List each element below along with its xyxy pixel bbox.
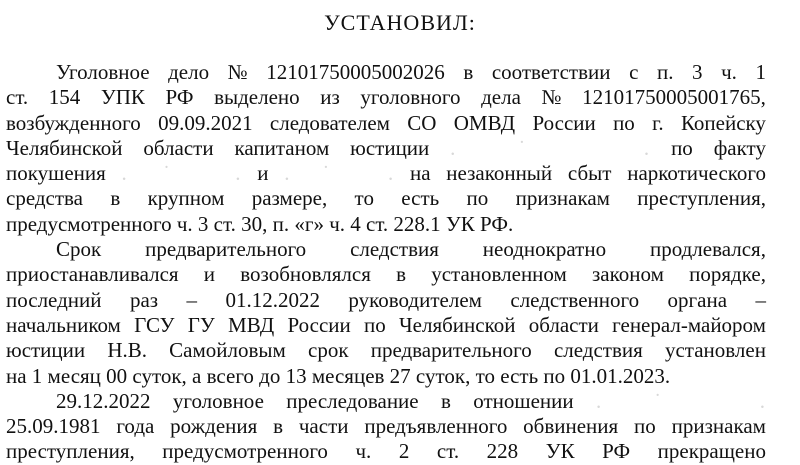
text-word: по	[364, 312, 386, 337]
text-word: крупном	[147, 186, 225, 211]
text-word: законом	[592, 262, 664, 287]
text-word: порядке,	[689, 262, 766, 287]
text-word: следственного	[510, 287, 640, 312]
text-word: в	[440, 388, 451, 413]
text-word: области	[143, 135, 214, 160]
text-word: 01.12.2022	[225, 287, 320, 312]
text-word: соответствии	[491, 60, 611, 84]
text-word: предусмотренного ч. 3 ст. 30, п. «г» ч. 4 ст. 228.1 УК РФ.	[6, 211, 514, 236]
text-line	[6, 414, 766, 439]
text-word: незаконный	[446, 161, 553, 186]
text-word: ч.	[721, 60, 737, 84]
text-word: выделено	[214, 85, 300, 110]
text-word: дело	[168, 60, 210, 84]
document-heading: УСТАНОВИЛ:	[324, 10, 476, 35]
text-word: преследование	[286, 388, 419, 413]
text-word: руководителем	[348, 287, 482, 312]
text-word: России	[532, 110, 596, 135]
text-word: УК	[545, 439, 575, 464]
redacted-name: . ˙ .	[450, 135, 651, 160]
text-word: отношении	[473, 388, 574, 413]
text-line	[6, 288, 766, 313]
text-word: сбыт	[567, 161, 612, 186]
text-line	[6, 237, 766, 262]
text-word: преступления,	[6, 439, 135, 464]
text-word: 25.09.1981	[6, 414, 101, 439]
text-word: признакам	[671, 414, 766, 439]
text-word: ГСУ	[134, 312, 175, 337]
text-word: 09.09.2021	[158, 110, 253, 135]
text-word: преступления,	[637, 186, 766, 211]
text-word: –	[755, 287, 766, 312]
text-word: 154	[48, 85, 81, 110]
redacted-name: . ˙ .	[284, 161, 395, 186]
text-word: уголовное	[172, 388, 264, 413]
redacted-name: . ˙ .	[595, 388, 766, 413]
text-word: Челябинской	[399, 312, 516, 337]
text-word: Н.В.	[107, 338, 147, 363]
text-word: на 1 месяц 00 суток, а всего до 13 месяцев 27 суток, то есть по 01.01.2023.	[6, 363, 671, 388]
text-word: срок	[308, 338, 349, 363]
text-word: начальником	[6, 312, 121, 337]
text-word: уголовного	[360, 85, 461, 110]
document-body	[6, 60, 766, 465]
text-word: №	[227, 60, 248, 84]
text-word: Копейску	[680, 110, 766, 135]
text-word: органа	[667, 287, 728, 312]
text-word: Уголовное	[56, 60, 150, 84]
text-line	[6, 136, 766, 161]
text-word: предъявленного	[364, 414, 508, 439]
text-word: возобновлялся	[240, 262, 371, 287]
text-word: 12101750005001765,	[582, 85, 766, 110]
text-word: в	[463, 60, 474, 84]
text-word: в	[110, 186, 121, 211]
text-word: приостанавливался	[6, 262, 179, 287]
text-line	[6, 186, 766, 211]
text-word: последний	[6, 287, 102, 312]
text-line	[6, 85, 766, 110]
text-word: ч.	[355, 439, 372, 464]
text-word: генерал-майором	[612, 312, 766, 337]
text-word: г.	[652, 110, 664, 135]
text-line	[6, 439, 766, 464]
text-word: неоднократно	[482, 237, 607, 262]
text-word: есть	[401, 186, 440, 211]
text-word: 2	[398, 439, 410, 464]
text-word: СО	[407, 110, 437, 135]
text-word: наркотического	[627, 161, 766, 186]
text-word: года	[116, 414, 155, 439]
text-line	[6, 262, 766, 287]
text-word: 29.12.2022	[56, 388, 151, 413]
text-word: установленном	[431, 262, 567, 287]
text-line	[6, 364, 766, 389]
text-word: по	[613, 110, 635, 135]
text-word: дела	[481, 85, 521, 110]
text-line	[6, 60, 766, 85]
text-line	[6, 389, 766, 414]
text-line	[6, 338, 766, 363]
text-word: предварительного	[370, 338, 532, 363]
text-word: то	[354, 186, 374, 211]
text-word: Срок	[56, 237, 102, 262]
text-word: по	[634, 414, 656, 439]
text-word: из	[320, 85, 340, 110]
text-word: с	[629, 60, 639, 84]
text-word: следователем	[269, 110, 390, 135]
text-word: МВД	[228, 312, 275, 337]
text-word: ОМВД	[453, 110, 516, 135]
text-word: юстиции	[6, 338, 86, 363]
text-word: покушения	[6, 161, 106, 186]
text-word: и	[257, 161, 269, 186]
text-word: средства	[6, 186, 84, 211]
text-word: следствия	[350, 237, 439, 262]
text-word: юстиции	[350, 135, 430, 160]
text-word: прекращено	[657, 439, 766, 464]
text-word: по	[671, 135, 693, 160]
text-word: обвинения	[523, 414, 619, 439]
text-word: №	[541, 85, 562, 110]
text-word: ст.	[6, 85, 29, 110]
text-word: 3	[692, 60, 703, 84]
text-word: п.	[656, 60, 674, 84]
text-word: области	[528, 312, 599, 337]
text-line	[6, 313, 766, 338]
text-word: признакам	[515, 186, 610, 211]
text-word: продлевался,	[649, 237, 766, 262]
text-word: 228	[486, 439, 519, 464]
text-word: Самойловым	[169, 338, 286, 363]
text-word: России	[287, 312, 351, 337]
text-word: капитаном	[234, 135, 330, 160]
text-word: факту	[713, 135, 766, 160]
text-word: на	[409, 161, 431, 186]
text-word: ст.	[436, 439, 460, 464]
redacted-name: . ˙ .	[121, 161, 242, 186]
text-word: установлен	[664, 338, 766, 363]
text-word: в	[396, 262, 406, 287]
text-word: по	[466, 186, 489, 211]
text-word: предварительного	[145, 237, 307, 262]
text-word: –	[186, 287, 198, 312]
text-word: раз	[129, 287, 159, 312]
text-word: части	[298, 414, 349, 439]
text-word: РФ	[602, 439, 631, 464]
text-word: размере,	[251, 186, 328, 211]
text-word: и	[203, 262, 216, 287]
text-word: ГУ	[187, 312, 215, 337]
text-word: предусмотренного	[162, 439, 328, 464]
text-word: в	[273, 414, 284, 439]
text-line	[6, 111, 766, 136]
text-line	[6, 161, 766, 186]
text-line	[6, 212, 766, 237]
text-word: 12101750005002026	[266, 60, 445, 84]
text-word: рождения	[170, 414, 258, 439]
text-word: Челябинской	[6, 135, 123, 160]
text-word: 1	[755, 60, 766, 84]
text-word: УПК	[100, 85, 145, 110]
text-word: следствия	[553, 338, 643, 363]
text-word: возбужденного	[6, 110, 141, 135]
text-word: РФ	[165, 85, 194, 110]
